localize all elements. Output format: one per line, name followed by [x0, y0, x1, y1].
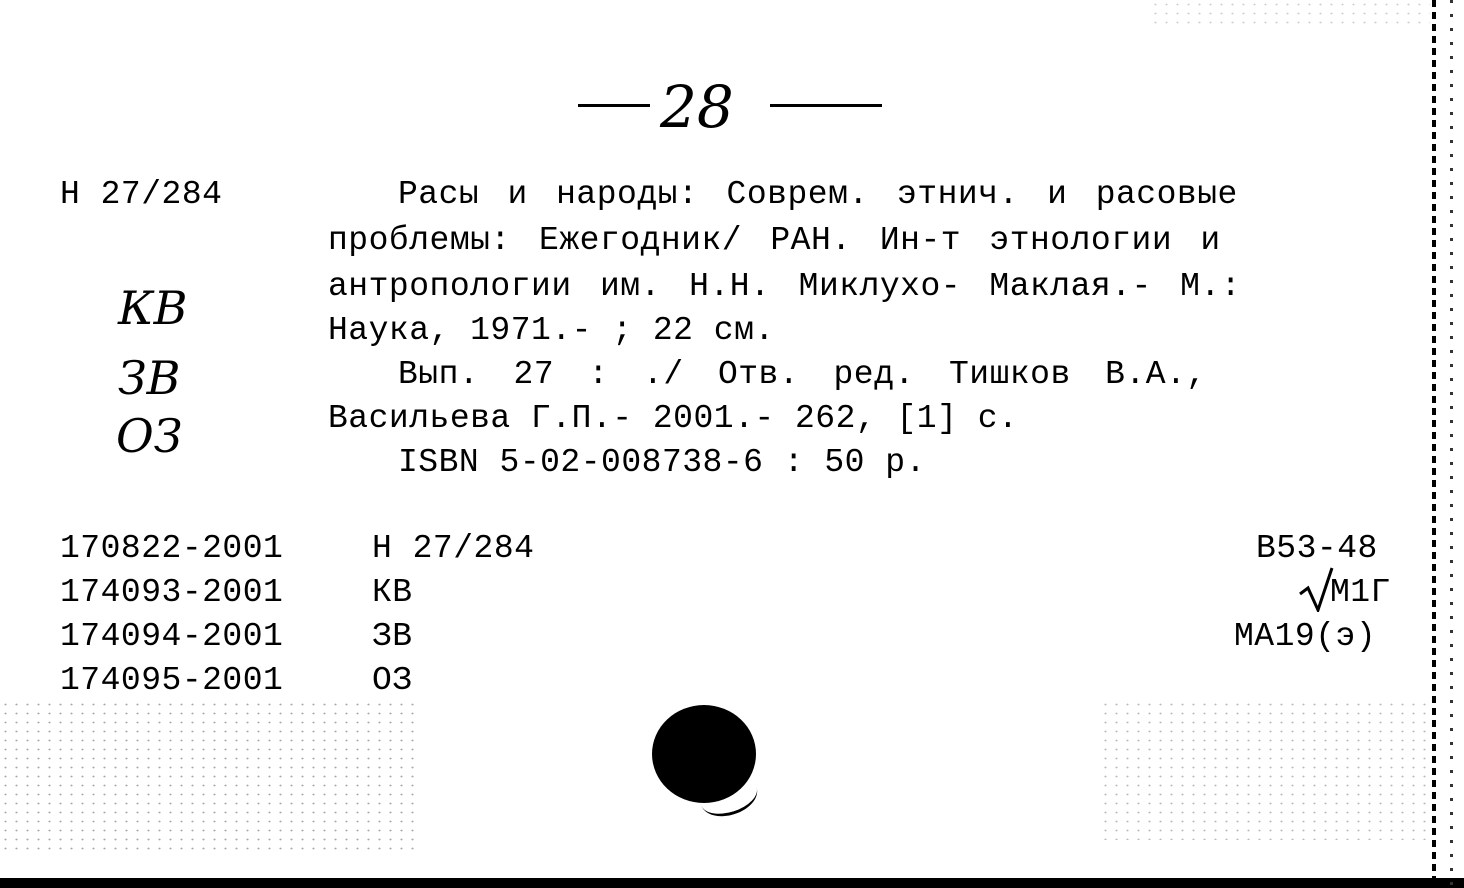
inventory-number: 174095-2001 — [60, 662, 284, 699]
description-line: антропологии им. Н.Н. Миклухо- Маклая.- М.: — [328, 268, 1242, 305]
inventory-location: Н 27/284 — [372, 530, 535, 567]
classification-code: В53-48 — [1256, 530, 1378, 567]
inventory-location: ОЗ — [372, 662, 413, 699]
scan-noise — [1150, 0, 1430, 30]
root-mark-icon — [1298, 566, 1334, 612]
inventory-location: ЗВ — [372, 618, 413, 655]
page-number-dash-left — [578, 104, 650, 107]
shelfmark: Н 27/284 — [60, 176, 223, 213]
card-bottom-edge — [0, 878, 1464, 888]
inventory-location: КВ — [372, 574, 413, 611]
classification-code: МА19(э) — [1234, 618, 1377, 655]
location-mark: ЗВ — [118, 351, 181, 405]
inventory-number: 170822-2001 — [60, 530, 284, 567]
description-line: Наука, 1971.- ; 22 см. — [328, 312, 775, 349]
scan-noise — [0, 700, 420, 850]
description-line: проблемы: Ежегодник/ РАН. Ин-т этнологии и — [328, 222, 1221, 259]
page-number: 28 — [660, 73, 734, 141]
inventory-number: 174093-2001 — [60, 574, 284, 611]
location-mark: КВ — [118, 281, 188, 335]
card-right-edge-shadow — [1450, 0, 1453, 888]
classification-code: М1Г — [1330, 574, 1391, 611]
inventory-number: 174094-2001 — [60, 618, 284, 655]
page-number-dash-right — [770, 104, 882, 107]
card-right-edge — [1432, 0, 1436, 888]
description-line: Расы и народы: Соврем. этнич. и расовые — [398, 176, 1238, 213]
location-mark: ОЗ — [116, 409, 183, 463]
scan-noise — [1100, 700, 1430, 840]
volume-line: Васильева Г.П.- 2001.- 262, [1] с. — [328, 400, 1019, 437]
isbn-line: ISBN 5-02-008738-6 : 50 р. — [398, 444, 926, 481]
volume-line: Вып. 27 : ./ Отв. ред. Тишков В.А., — [398, 356, 1207, 393]
